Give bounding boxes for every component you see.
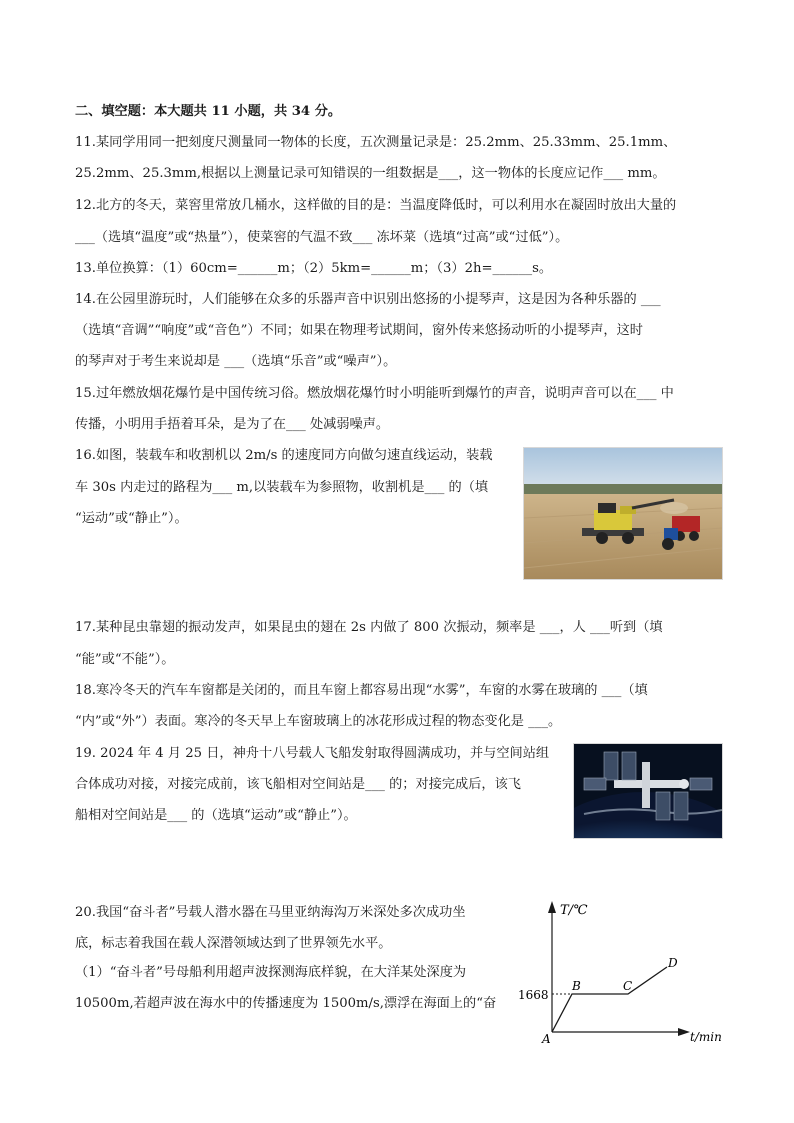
q17-line-2: “能”或“不能”）。	[75, 652, 175, 667]
q11-line-2: 25.2mm、25.3mm,根据以上测量记录可知错误的一组数据是___，这一物体的长度应记作___ mm。	[75, 166, 666, 181]
q16-line-1: 16.如图，装载车和收割机以 2m/s 的速度同方向做匀速直线运动，装载	[75, 448, 493, 463]
q20-line-2: 底，标志着我国在载人深潜领域达到了世界领先水平。	[75, 936, 392, 951]
section-header: 二、填空题：本大题共 11 小题，共 34 分。	[75, 104, 342, 119]
q20-line-1: 20.我国“奋斗者”号载人潜水器在马里亚纳海沟万米深处多次成功坐	[75, 905, 466, 920]
point-b-label: B	[572, 979, 581, 993]
q12-line-1: 12.北方的冬天，菜窖里常放几桶水，这样做的目的是：当温度降低时，可以利用水在凝固时放出大量的	[75, 198, 677, 213]
q14-line-3: 的琴声对于考生来说却是 ___（选填“乐音”或“噪声”）。	[75, 354, 397, 369]
q20-line-4: 10500m,若超声波在海水中的传播速度为 1500m/s,漂浮在海面上的“奋	[75, 996, 497, 1011]
tick-value: 1668	[518, 988, 549, 1002]
q20-line-3: （1）“奋斗者”号母船利用超声波探测海底样貌，在大洋某处深度为	[75, 965, 467, 980]
q18-line-2: “内”或“外”）表面。寒冷的冬天早上车窗玻璃上的冰花形成过程的物态变化是 ___。	[75, 714, 562, 729]
q14-line-2: （选填“音调”“响度”或“音色”）不同；如果在物理考试期间，窗外传来悠扬动听的小提琴声，这时	[75, 323, 643, 338]
q15-line-1: 15.过年燃放烟花爆竹是中国传统习俗。燃放烟花爆竹时小明能听到爆竹的声音，说明声音可以在___ 中	[75, 386, 674, 401]
q15-line-2: 传播，小明用手捂着耳朵，是为了在___ 处减弱噪声。	[75, 417, 390, 432]
q16-line-3: “运动”或“静止”）。	[75, 511, 188, 526]
y-axis-label: T/℃	[560, 903, 588, 918]
q16-line-2: 车 30s 内走过的路程为___ m,以装载车为参照物，收割机是___ 的（填	[75, 480, 489, 495]
q19-line-1: 19. 2024 年 4 月 25 日，神舟十八号载人飞船发射取得圆满成功，并与空间站组	[75, 746, 550, 761]
point-d-label: D	[668, 956, 678, 970]
q19-line-2: 合体成功对接，对接完成前，该飞船相对空间站是___ 的；对接完成后，该飞	[75, 777, 521, 792]
y-axis-arrow-icon	[548, 901, 556, 913]
point-c-label: C	[623, 979, 633, 993]
space-station-photo	[573, 743, 723, 839]
x-axis-label: t/min	[690, 1030, 722, 1044]
q18-line-1: 18.寒冷冬天的汽车车窗都是关闭的，而且车窗上都容易出现“水雾”，车窗的水雾在玻璃的 ___（填	[75, 683, 648, 698]
point-a-label: A	[542, 1032, 551, 1046]
harvester-photo	[523, 447, 723, 580]
q14-line-1: 14.在公园里游玩时，人们能够在众多的乐器声音中识别出悠扬的小提琴声，这是因为各种乐器的 ___	[75, 292, 661, 307]
q11-line-1: 11.某同学用同一把刻度尺测量同一物体的长度，五次测量记录是：25.2mm、25.33mm、25.1mm、	[75, 135, 677, 150]
temperature-curve	[552, 967, 667, 1032]
x-axis-arrow-icon	[678, 1028, 690, 1036]
q17-line-1: 17.某种昆虫靠翅的振动发声，如果昆虫的翅在 2s 内做了 800 次振动，频率是 ___，人 ___听到（填	[75, 620, 663, 635]
q13-line-1: 13.单位换算：（1）60cm=______m；（2）5km=______m；（3）2h=______s。	[75, 261, 553, 276]
temperature-time-graph	[510, 895, 725, 1055]
q19-line-3: 船相对空间站是___ 的（选填“运动”或“静止”）。	[75, 808, 357, 823]
q12-line-2: ___（选填“温度”或“热量”），使菜窖的气温不致___ 冻坏菜（选填“过高”或“过低”）。	[75, 230, 569, 245]
